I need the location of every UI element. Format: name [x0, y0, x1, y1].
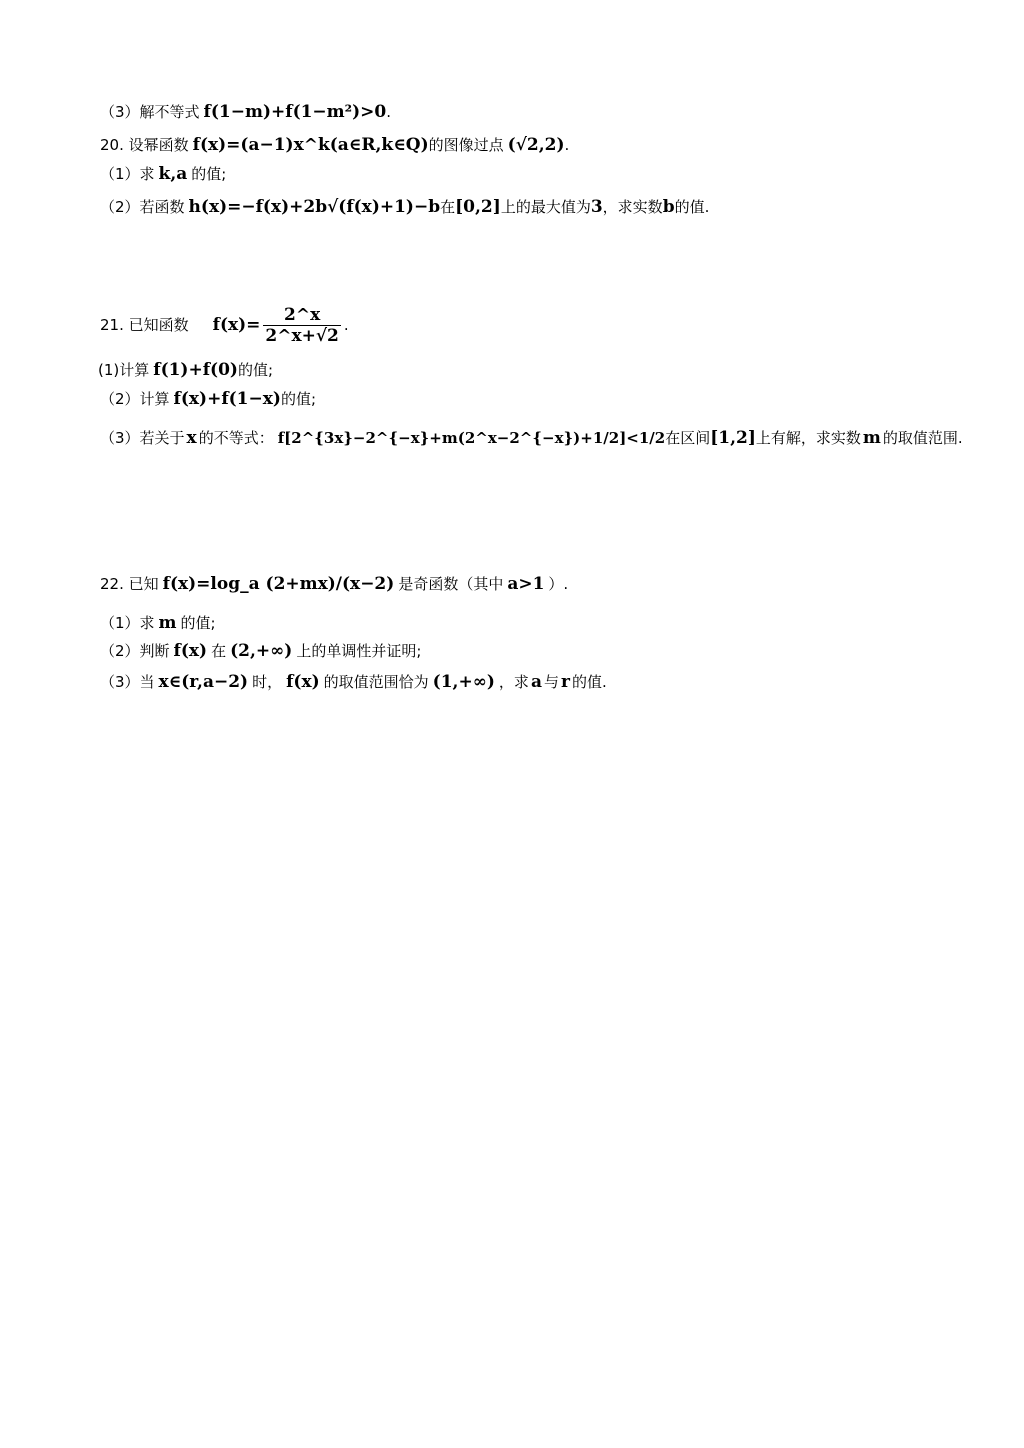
q22-p3-end: 的值. — [571, 673, 607, 691]
q21-p1-expr: f(1)+f(0) — [153, 360, 238, 380]
q20-p2-mid3: ，求实数 — [602, 198, 663, 216]
q20-p2-var: b — [662, 197, 675, 217]
q20-p2-mid2: 上的最大值为 — [500, 198, 591, 216]
q21-frac-numerator: 2^x — [284, 304, 321, 325]
q21-p3-expr: f[2^{3x}−2^{−x}+m(2^x−2^{−x})+1/2]<1/2 — [277, 429, 666, 447]
q21-frac-denominator: 2^x+√2 — [265, 325, 339, 346]
q20-stem — [100, 133, 569, 157]
q20-p2-end: 的值. — [674, 198, 710, 216]
q20-p2-label: （2）若函数 — [100, 198, 185, 216]
q21-p2-end: 的值; — [280, 390, 316, 408]
q21-stem-pre: 21. 已知函数 — [100, 316, 189, 334]
q21-part2 — [100, 387, 316, 411]
q22-p3-fx: f(x) — [286, 672, 320, 692]
q20-p1-expr: k,a — [158, 164, 188, 184]
q20-stem-point: (√2,2) — [507, 135, 565, 155]
q22-p2-mid: 在 — [211, 642, 227, 660]
q22-part1 — [100, 611, 216, 635]
q21-p2-label: （2）计算 — [100, 390, 170, 408]
q20-part1 — [100, 162, 226, 186]
q22-p3-r: r — [560, 672, 570, 692]
q22-p2-interval: (2,+∞) — [230, 641, 293, 661]
q20-p1-label: （1）求 — [100, 165, 155, 183]
q22-p3-expr: x∈(r,a−2) — [158, 672, 249, 692]
q19-part3 — [100, 100, 391, 124]
q20-stem-expr: f(x)=(a−1)x^k(a∈R,k∈Q) — [192, 135, 429, 155]
q19-p3-expr: f(1−m)+f(1−m²)>0 — [203, 102, 387, 122]
q22-p3-mid3: ，求 — [498, 673, 529, 691]
q21-part3 — [100, 426, 963, 450]
q22-stem-expr: f(x)=log_a (2+mx)/(x−2) — [162, 574, 395, 594]
q21-p2-expr: f(x)+f(1−x) — [173, 389, 281, 409]
q22-p2-label: （2）判断 — [100, 642, 170, 660]
q22-stem-end: ）. — [548, 575, 569, 593]
q22-part3 — [100, 670, 607, 694]
q21-p1-label: (1)计算 — [98, 361, 150, 379]
q21-p3-end: 的取值范围. — [882, 429, 963, 447]
q21-p3-mid: 的不等式： — [198, 429, 274, 447]
q22-p2-expr: f(x) — [173, 641, 208, 661]
q22-p3-range: (1,+∞) — [432, 672, 495, 692]
q20-part2 — [100, 195, 709, 219]
q22-stem-mid: 是奇函数（其中 — [398, 575, 504, 593]
q22-p3-mid4: 与 — [543, 673, 559, 691]
q21-stem-lhs: f(x)= — [212, 315, 261, 335]
q19-p3-label: （3）解不等式 — [100, 103, 200, 121]
q21-part1 — [98, 358, 273, 382]
q21-p3-var: x — [186, 428, 197, 448]
q20-p2-interval: [0,2] — [455, 197, 501, 217]
q21-stem — [100, 300, 349, 350]
q20-p1-end: 的值; — [191, 165, 227, 183]
q19-p3-end: . — [386, 103, 392, 121]
q22-part2 — [100, 639, 421, 663]
q21-p3-mid3: 上有解，求实数 — [755, 429, 861, 447]
q21-p3-interval: [1,2] — [710, 428, 756, 448]
q21-p1-end: 的值; — [237, 361, 274, 379]
q22-p3-mid: 时， — [252, 673, 283, 691]
q20-stem-mid: 的图像过点 — [428, 136, 504, 154]
q22-p3-mid2: 的取值范围恰为 — [323, 673, 429, 691]
q20-p2-max: 3 — [590, 197, 603, 217]
q20-stem-pre: 20. 设幂函数 — [100, 136, 189, 154]
q21-stem-end: . — [343, 316, 349, 334]
q21-stem-fraction — [263, 305, 340, 346]
q22-p2-end: 上的单调性并证明; — [296, 642, 422, 660]
q22-p3-a: a — [530, 672, 542, 692]
q22-p1-var: m — [158, 613, 177, 633]
q21-p3-var2: m — [862, 428, 881, 448]
q22-stem-cond: a>1 — [507, 574, 545, 594]
q22-stem-pre: 22. 已知 — [100, 575, 159, 593]
q20-p2-mid: 在 — [440, 198, 456, 216]
q22-p3-label: （3）当 — [100, 673, 155, 691]
q22-stem — [100, 572, 568, 596]
q21-p3-label: （3）若关于 — [100, 429, 185, 447]
q21-p3-mid2: 在区间 — [665, 429, 711, 447]
q22-p1-end: 的值; — [180, 614, 216, 632]
q20-p2-expr: h(x)=−f(x)+2b√(f(x)+1)−b — [188, 197, 441, 217]
q20-stem-end: . — [564, 136, 570, 154]
q22-p1-label: （1）求 — [100, 614, 155, 632]
